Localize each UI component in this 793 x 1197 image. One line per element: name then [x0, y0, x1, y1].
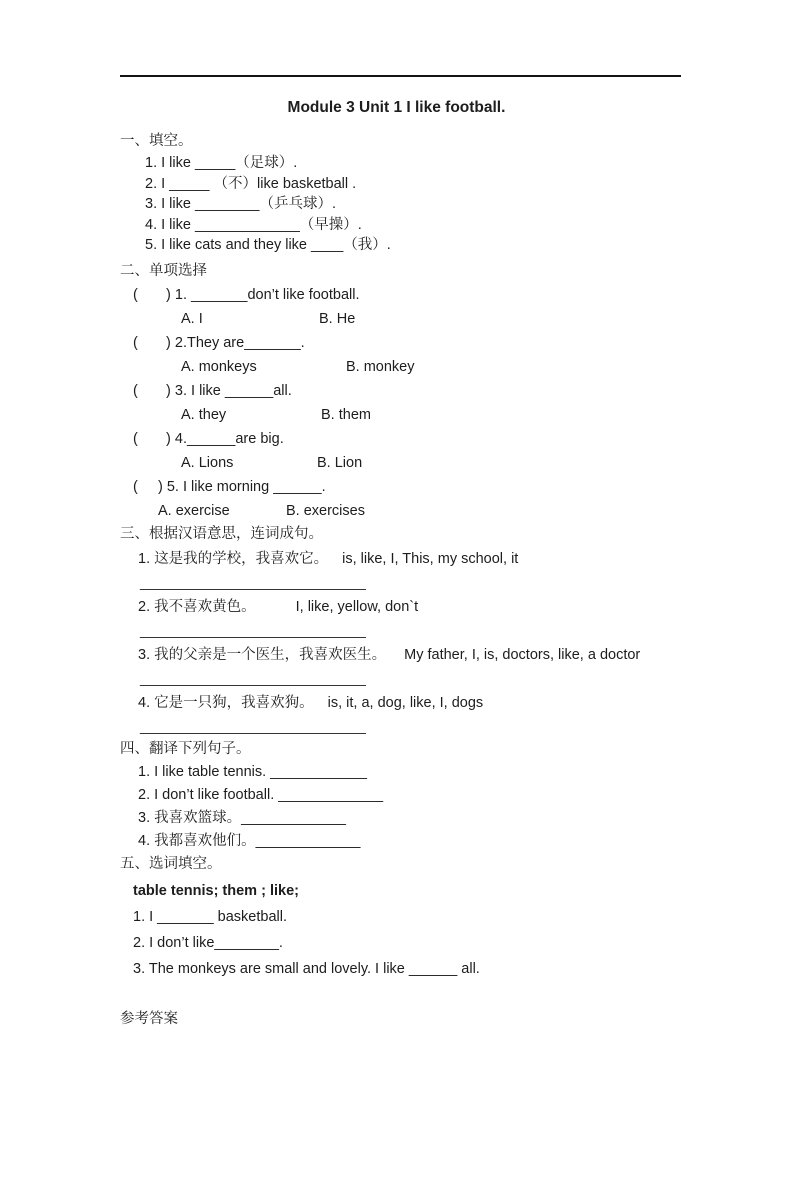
mc-option-b: B. exercises [286, 502, 365, 519]
section2-heading: 二、单项选择 [120, 262, 207, 279]
sentence-item [0, 548, 793, 571]
mc-option-b: B. them [321, 406, 371, 423]
mc-question-stem: ( ) 4.______are big. [133, 430, 284, 447]
mc-options-row [0, 307, 793, 331]
mc-option-b: B. monkey [346, 358, 415, 375]
fill-blank-item: 5. I like cats and they like ____（我）. [145, 237, 391, 253]
section5-heading: 五、选词填空。 [120, 855, 222, 872]
word-fill-item: 1. I _______ basketball. [133, 908, 287, 925]
mc-options-row [0, 499, 793, 523]
mc-option-b: B. Lion [317, 454, 363, 471]
translation-item: 3. 我喜欢篮球。_____________ [138, 809, 346, 826]
mc-option-a: A. monkeys [181, 358, 257, 375]
fill-blank-item: 4. I like _____________（早操）. [145, 216, 362, 233]
word-fill-item: 2. I don’t like________. [133, 934, 283, 951]
sentence-prompt: 1. 这是我的学校，我喜欢它。 [138, 550, 329, 567]
answer-key-label: 参考答案 [120, 1010, 178, 1027]
mc-options-row [0, 403, 793, 427]
mc-option-a: A. exercise [158, 502, 230, 519]
section4-heading: 四、翻译下列句子。 [120, 740, 251, 757]
translation-item: 1. I like table tennis. ____________ [138, 763, 367, 780]
word-list: is, it, a, dog, like, I, dogs [327, 694, 484, 711]
worksheet-page [0, 75, 793, 1197]
section-fill-blanks [0, 130, 793, 256]
answer-blank-line: ____________________________ [140, 622, 366, 639]
section-translation [0, 738, 793, 853]
mc-option-a: A. I [181, 310, 203, 327]
answer-blank-line: ____________________________ [140, 574, 366, 591]
section-multiple-choice [0, 260, 793, 523]
word-fill-item: 3. The monkeys are small and lovely. I like ______ all. [133, 960, 480, 977]
document-title: Module 3 Unit 1 I like football. [287, 99, 506, 116]
fill-blank-item: 3. I like ________（乒乓球）. [145, 196, 337, 212]
section-word-fill [0, 853, 793, 982]
sentence-prompt: 3. 我的父亲是一个医生，我喜欢医生。 [138, 646, 387, 663]
sentence-item [0, 644, 793, 667]
word-list: is, like, I, This, my school, it [342, 550, 519, 567]
mc-question-stem: ( ) 3. I like ______all. [133, 382, 292, 399]
sentence-prompt: 4. 它是一只狗，我喜欢狗。 [138, 694, 314, 711]
sentence-item [0, 596, 793, 619]
mc-question-stem: ( ) 2.They are_______. [133, 334, 305, 351]
word-list: My father, I, is, doctors, like, a doctor [404, 646, 641, 663]
fill-blank-item: 1. I like _____（足球）. [145, 155, 298, 171]
mc-options-row [0, 451, 793, 475]
word-bank: table tennis; them ; like; [133, 882, 299, 899]
fill-blank-item: 2. I _____ （不）like basketball . [145, 175, 357, 192]
section-sentence-building [0, 523, 793, 738]
translation-item: 4. 我都喜欢他们。_____________ [138, 832, 361, 849]
sentence-item [0, 692, 793, 715]
mc-option-b: B. He [319, 310, 356, 327]
mc-option-a: A. Lions [181, 454, 234, 471]
answer-blank-line: ____________________________ [140, 718, 366, 735]
answer-blank-line: ____________________________ [140, 670, 366, 687]
mc-question-stem: ( ) 1. _______don’t like football. [133, 286, 360, 303]
sentence-prompt: 2. 我不喜欢黄色。 [138, 598, 256, 615]
word-list: I, like, yellow, don`t [295, 598, 419, 615]
section1-heading: 一、填空。 [120, 133, 193, 149]
header-divider [120, 75, 681, 77]
mc-option-a: A. they [181, 406, 227, 423]
mc-options-row [0, 355, 793, 379]
mc-question-stem: ( ) 5. I like morning ______. [133, 478, 326, 495]
section3-heading: 三、根据汉语意思，连词成句。 [120, 525, 323, 542]
translation-item: 2. I don’t like football. _____________ [138, 786, 384, 803]
